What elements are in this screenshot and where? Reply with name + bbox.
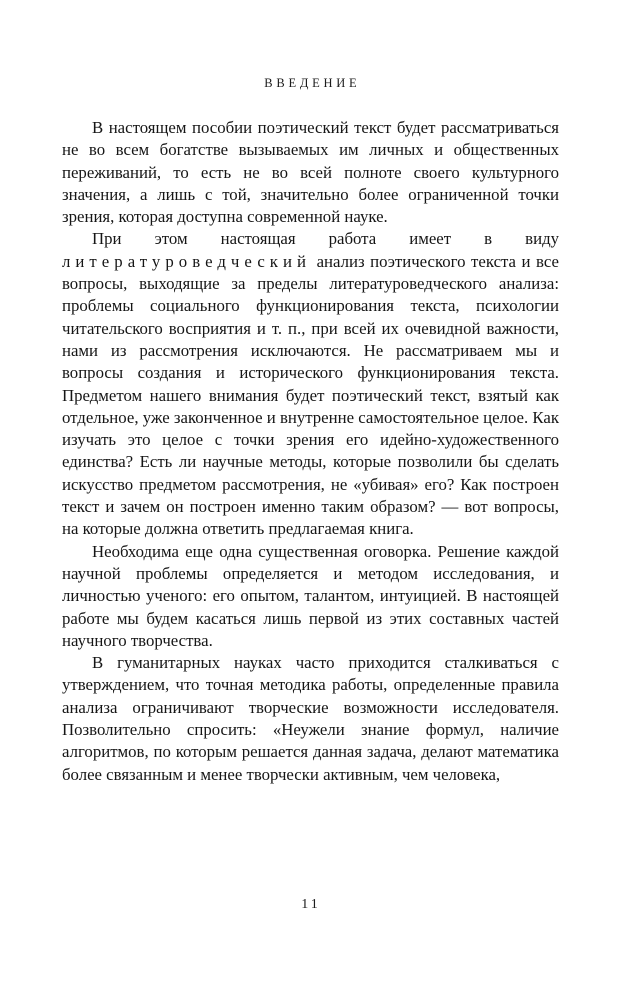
page-number: 11 <box>301 897 321 912</box>
paragraph-3 <box>62 541 559 652</box>
paragraph-2-text-before: При этом настоящая работа имеет в виду <box>92 229 559 249</box>
paragraph-1 <box>62 117 559 228</box>
page-body <box>62 117 559 786</box>
paragraph-4 <box>62 652 559 786</box>
paragraph-3-text: Необходима еще одна существенная оговорка. Решение каждой научной проблемы определяется и методом исследования, и личностью ученого: его опытом, талантом, интуицией. В настоящей работе мы будем касаться лишь первой из этих составных частей научного творчества. <box>62 541 559 650</box>
running-head: ВВЕДЕНИЕ <box>264 76 361 90</box>
paragraph-2-text-after: анализ поэтического текста и все вопросы, выходящие за пределы литературоведческого анализа: проблемы социального функционирования текста, психологии читательского восприятия и т. п., при всей их очевидной важности, нами из рассмотрения исключаются. Не рассматриваем мы и вопросы создания и исторического функционирования текста. Предметом нашего внимания будет поэтический текст, взятый как отдельное, уже законченное и внутренне самостоятельное целое. Как изучать это целое с точки зрения его идейно-художественного единства? Есть ли научные методы, которые позволили бы сделать искусство предметом рассмотрения, не «убивая» его? Как построен текст и зачем он построен именно таким образом? — вот вопросы, на которые должна ответить предлагаемая книга. <box>62 251 559 539</box>
paragraph-4-text: В гуманитарных науках часто приходится сталкиваться с утверждением, что точная методика работы, определенные правила анализа ограничивают творческие возможности исследователя. Позволительно спросить: «Неужели знание формул, наличие алгоритмов, по которым решается данная задача, делают математика более связанным и менее творчески активным, чем человека, <box>62 653 559 784</box>
paragraph-2 <box>62 228 559 540</box>
letterspaced-term: литературоведческий <box>62 251 312 271</box>
paragraph-1-text: В настоящем пособии поэтический текст будет рассматриваться не во всем богатстве вызываемых им личных и общественных переживаний, то есть не во всей полноте своего культурного значения, а лишь с той, значительно более ограниченной точки зрения, которая доступна современной науке. <box>62 118 559 227</box>
